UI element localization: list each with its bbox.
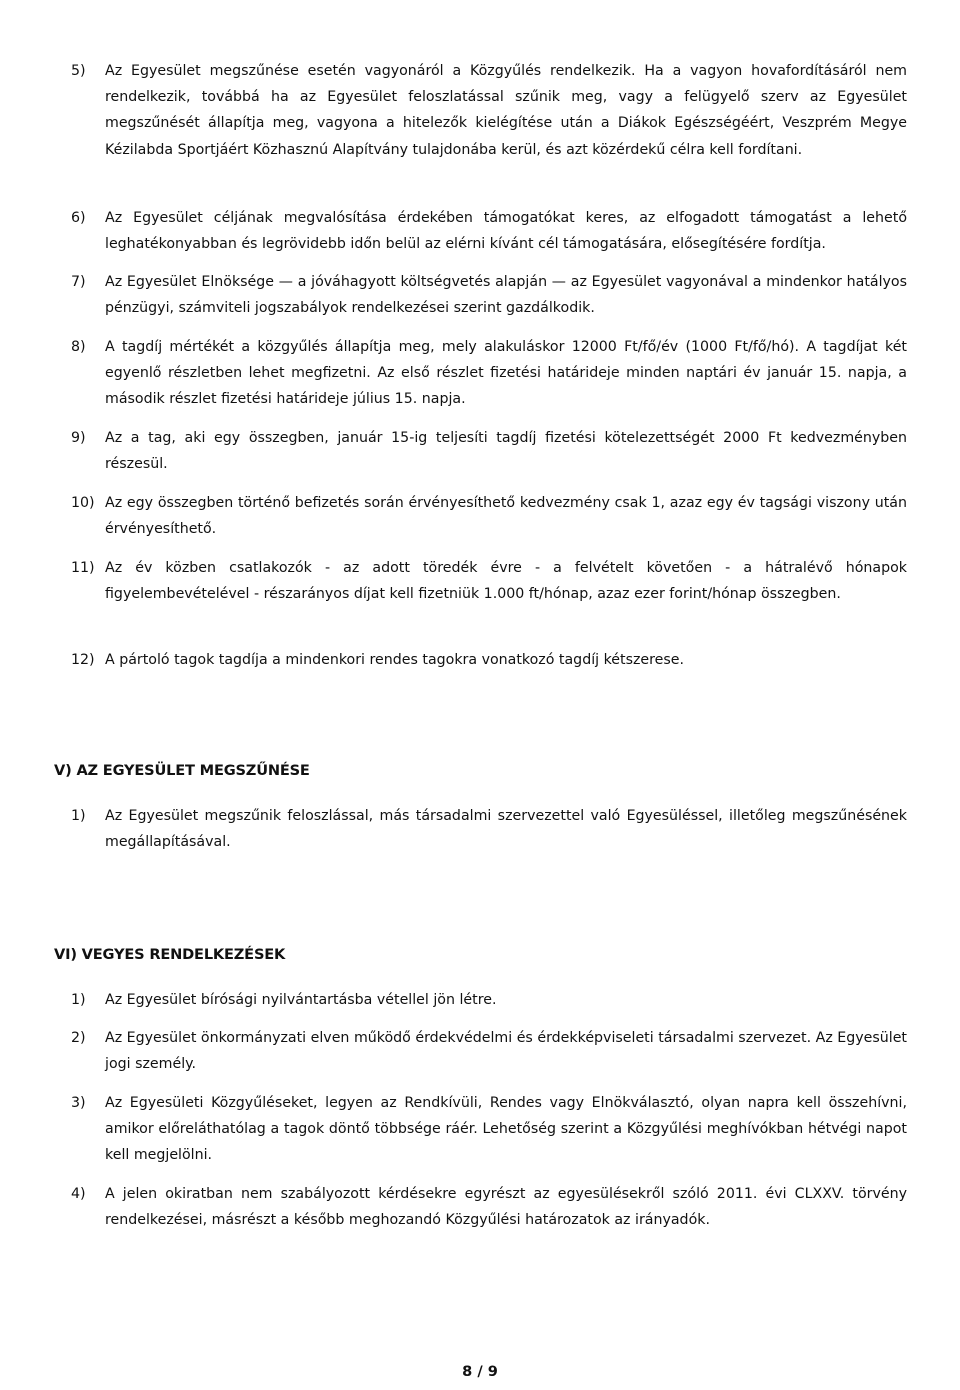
list-item	[71, 58, 907, 163]
item-number: 2)	[71, 1030, 86, 1046]
list-item	[71, 1025, 907, 1077]
list-item	[71, 1181, 907, 1233]
item-text: Az Egyesület céljának megvalósítása érdekében támogatókat keres, az elfogadott támogatást a lehető leghatékonyabban és legrövidebb időn belül az elérni kívánt cél támogatására, elősegítésére fordítja.	[105, 210, 907, 253]
item-text: A tagdíj mértékét a közgyűlés állapítja meg, mely alakuláskor 12000 Ft/fő/év (1000 Ft/fő/hó). A tagdíjat két egyenlő részletben lehet megfizetni. Az első részlet fizetési határideje minden naptári év január 15. napja, a második részlet fizetési határideje július 15. napja.	[105, 339, 907, 408]
list-item	[71, 1090, 907, 1169]
item-text: A jelen okiratban nem szabályozott kérdésekre egyrészt az egyesülésekről szóló 2011. évi CLXXV. törvény rendelkezései, másrészt a később meghozandó Közgyűlési határozatok az irányadók.	[105, 1186, 907, 1229]
item-number: 1)	[71, 992, 86, 1008]
list-item	[71, 987, 907, 1013]
item-number: 12)	[71, 652, 95, 668]
item-number: 6)	[71, 210, 86, 226]
list-item	[71, 555, 907, 607]
item-text: Az Egyesület bírósági nyilvántartásba vétellel jön létre.	[105, 992, 497, 1008]
item-text: Az Egyesület Elnöksége — a jóváhagyott költségvetés alapján — az Egyesület vagyonával a mindenkor hatályos pénzügyi, számviteli jogszabályok rendelkezései szerint gazdálkodik.	[105, 274, 907, 317]
item-number: 1)	[71, 808, 86, 824]
item-text: Az a tag, aki egy összegben, január 15-ig teljesíti tagdíj fizetési kötelezettségét 2000 Ft kedvezményben részesül.	[105, 430, 907, 473]
page-number: 8 / 9	[462, 1363, 498, 1380]
list-item	[71, 269, 907, 321]
item-number: 8)	[71, 339, 86, 355]
item-number: 5)	[71, 63, 86, 79]
item-number: 7)	[71, 274, 86, 290]
item-text: Az Egyesületi Közgyűléseket, legyen az Rendkívüli, Rendes vagy Elnökválasztó, olyan napra kell összehívni, amikor előreláthatólag a tagok döntő többsége ráér. Lehetőség szerint a Közgyűlési meghívókban hétvégi napot kell megjelölni.	[105, 1095, 907, 1164]
list-item	[71, 647, 907, 673]
item-text: Az Egyesület megszűnése esetén vagyonáról a Közgyűlés rendelkezik. Ha a vagyon hovafordításáról nem rendelkezik, továbbá ha az Egyesület feloszlatással szűnik meg, vagy a felügyelő szerv az Egyesület megszűnését állapítja meg, vagyona a hitelezők kielégítése után a Diákok Egészségéért, Veszprém Megye Kézilabda Sportjáért Közhasznú Alapítvány tulajdonába kerül, és azt közérdekű célra kell fordítani.	[105, 63, 907, 158]
list-item	[71, 425, 907, 477]
item-number: 11)	[71, 560, 95, 576]
item-number: 9)	[71, 430, 86, 446]
item-number: 4)	[71, 1186, 86, 1202]
item-text: Az év közben csatlakozók - az adott töredék évre - a felvételt követően - a hátralévő hónapok figyelembevételével - részarányos díjat kell fizetniük 1.000 ft/hónap, azaz ezer forint/hónap összegben.	[105, 560, 907, 603]
item-text: A pártoló tagok tagdíja a mindenkori rendes tagokra vonatkozó tagdíj kétszerese.	[105, 652, 685, 668]
list-item	[71, 205, 907, 257]
section-heading: V) AZ EGYESÜLET MEGSZŰNÉSE	[54, 762, 310, 779]
list-item	[71, 803, 907, 855]
item-text: Az Egyesület megszűnik feloszlással, más társadalmi szervezettel való Egyesüléssel, illetőleg megszűnésének megállapításával.	[105, 808, 907, 851]
item-text: Az egy összegben történő befizetés során érvényesíthető kedvezmény csak 1, azaz egy év tagsági viszony után érvényesíthető.	[105, 495, 907, 538]
item-number: 3)	[71, 1095, 86, 1111]
item-number: 10)	[71, 495, 95, 511]
list-item	[71, 334, 907, 413]
section-heading: VI) VEGYES RENDELKEZÉSEK	[54, 946, 286, 963]
item-text: Az Egyesület önkormányzati elven működő érdekvédelmi és érdekképviseleti társadalmi szervezet. Az Egyesület jogi személy.	[105, 1030, 907, 1073]
list-item	[71, 490, 907, 542]
